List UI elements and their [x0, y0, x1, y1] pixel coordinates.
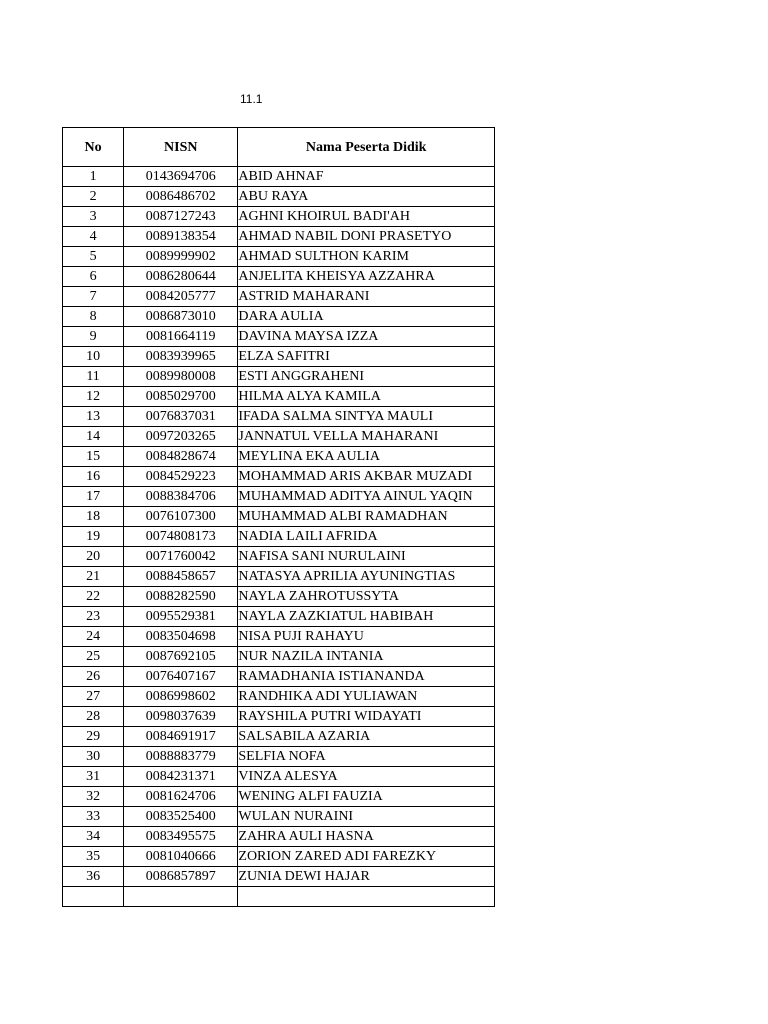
table-row: [63, 407, 495, 427]
nisn-cell: 0086857897: [124, 867, 238, 887]
table-row: [63, 667, 495, 687]
student-name-cell: WENING ALFI FAUZIA: [238, 787, 495, 807]
row-number-cell: 19: [63, 527, 124, 547]
student-name-cell: ZAHRA AULI HASNA: [238, 827, 495, 847]
student-name-cell: ASTRID MAHARANI: [238, 287, 495, 307]
row-number-cell: 35: [63, 847, 124, 867]
table-row: [63, 607, 495, 627]
nisn-cell: 0087127243: [124, 207, 238, 227]
table-row: [63, 707, 495, 727]
table-row: [63, 527, 495, 547]
header-nisn: NISN: [124, 128, 238, 167]
row-number-cell: 28: [63, 707, 124, 727]
nisn-cell: 0088883779: [124, 747, 238, 767]
student-name-cell: MEYLINA EKA AULIA: [238, 447, 495, 467]
nisn-cell: 0089980008: [124, 367, 238, 387]
row-number-cell: 25: [63, 647, 124, 667]
nisn-cell: 0086486702: [124, 187, 238, 207]
student-name-cell: WULAN NURAINI: [238, 807, 495, 827]
nisn-cell: 0083939965: [124, 347, 238, 367]
student-name-cell: MUHAMMAD ADITYA AINUL YAQIN: [238, 487, 495, 507]
nisn-cell: 0076837031: [124, 407, 238, 427]
table-row: [63, 227, 495, 247]
student-name-cell: DAVINA MAYSA IZZA: [238, 327, 495, 347]
nisn-cell: 0083525400: [124, 807, 238, 827]
table-row: [63, 487, 495, 507]
table-row: [63, 287, 495, 307]
nisn-cell: 0089999902: [124, 247, 238, 267]
row-number-cell: 5: [63, 247, 124, 267]
student-name-cell: SELFIA NOFA: [238, 747, 495, 767]
row-number-cell: 16: [63, 467, 124, 487]
student-name-cell: AGHNI KHOIRUL BADI'AH: [238, 207, 495, 227]
student-name-cell: ESTI ANGGRAHENI: [238, 367, 495, 387]
table-row: [63, 627, 495, 647]
row-number-cell: 29: [63, 727, 124, 747]
table-row: [63, 467, 495, 487]
table-row: [63, 747, 495, 767]
nisn-cell: 0084231371: [124, 767, 238, 787]
row-number-cell: 31: [63, 767, 124, 787]
student-name-cell: [238, 887, 495, 907]
nisn-cell: 0081040666: [124, 847, 238, 867]
nisn-cell: 0071760042: [124, 547, 238, 567]
table-row: [63, 327, 495, 347]
table-row: [63, 687, 495, 707]
table-row: [63, 647, 495, 667]
table-row: [63, 507, 495, 527]
nisn-cell: 0076407167: [124, 667, 238, 687]
row-number-cell: [63, 887, 124, 907]
table-row: [63, 587, 495, 607]
student-name-cell: NUR NAZILA INTANIA: [238, 647, 495, 667]
table-row: [63, 547, 495, 567]
table-row: [63, 427, 495, 447]
nisn-cell: 0081624706: [124, 787, 238, 807]
table-row: [63, 827, 495, 847]
row-number-cell: 14: [63, 427, 124, 447]
nisn-cell: 0084529223: [124, 467, 238, 487]
student-name-cell: NADIA LAILI AFRIDA: [238, 527, 495, 547]
student-name-cell: DARA AULIA: [238, 307, 495, 327]
row-number-cell: 24: [63, 627, 124, 647]
student-name-cell: RANDHIKA ADI YULIAWAN: [238, 687, 495, 707]
nisn-cell: 0084205777: [124, 287, 238, 307]
nisn-cell: 0088458657: [124, 567, 238, 587]
student-name-cell: NATASYA APRILIA AYUNINGTIAS: [238, 567, 495, 587]
table-row: [63, 447, 495, 467]
nisn-cell: 0074808173: [124, 527, 238, 547]
table-row: [63, 887, 495, 907]
nisn-cell: 0095529381: [124, 607, 238, 627]
student-name-cell: MOHAMMAD ARIS AKBAR MUZADI: [238, 467, 495, 487]
row-number-cell: 6: [63, 267, 124, 287]
table-row: [63, 187, 495, 207]
nisn-cell: 0089138354: [124, 227, 238, 247]
nisn-cell: [124, 887, 238, 907]
table-row: [63, 347, 495, 367]
student-name-cell: ELZA SAFITRI: [238, 347, 495, 367]
table-row: [63, 787, 495, 807]
student-name-cell: RAYSHILA PUTRI WIDAYATI: [238, 707, 495, 727]
table-row: [63, 847, 495, 867]
table-row: [63, 247, 495, 267]
row-number-cell: 8: [63, 307, 124, 327]
table-row: [63, 387, 495, 407]
nisn-cell: 0098037639: [124, 707, 238, 727]
row-number-cell: 30: [63, 747, 124, 767]
row-number-cell: 27: [63, 687, 124, 707]
student-name-cell: AHMAD SULTHON KARIM: [238, 247, 495, 267]
student-name-cell: NISA PUJI RAHAYU: [238, 627, 495, 647]
student-name-cell: HILMA ALYA KAMILA: [238, 387, 495, 407]
nisn-cell: 0084828674: [124, 447, 238, 467]
student-name-cell: SALSABILA AZARIA: [238, 727, 495, 747]
nisn-cell: 0084691917: [124, 727, 238, 747]
table-row: [63, 367, 495, 387]
student-name-cell: NAYLA ZAZKIATUL HABIBAH: [238, 607, 495, 627]
row-number-cell: 11: [63, 367, 124, 387]
row-number-cell: 13: [63, 407, 124, 427]
nisn-cell: 0085029700: [124, 387, 238, 407]
nisn-cell: 0087692105: [124, 647, 238, 667]
student-name-cell: NAFISA SANI NURULAINI: [238, 547, 495, 567]
row-number-cell: 1: [63, 167, 124, 187]
row-number-cell: 22: [63, 587, 124, 607]
nisn-cell: 0088384706: [124, 487, 238, 507]
sheet-label: 11.1: [240, 92, 263, 106]
row-number-cell: 4: [63, 227, 124, 247]
student-name-cell: IFADA SALMA SINTYA MAULI: [238, 407, 495, 427]
row-number-cell: 3: [63, 207, 124, 227]
nisn-cell: 0086873010: [124, 307, 238, 327]
row-number-cell: 12: [63, 387, 124, 407]
student-name-cell: ZORION ZARED ADI FAREZKY: [238, 847, 495, 867]
table-row: [63, 867, 495, 887]
row-number-cell: 15: [63, 447, 124, 467]
student-name-cell: AHMAD NABIL DONI PRASETYO: [238, 227, 495, 247]
table-row: [63, 767, 495, 787]
student-roster-table: [62, 127, 495, 907]
student-name-cell: RAMADHANIA ISTIANANDA: [238, 667, 495, 687]
row-number-cell: 17: [63, 487, 124, 507]
nisn-cell: 0086280644: [124, 267, 238, 287]
table-row: [63, 567, 495, 587]
row-number-cell: 10: [63, 347, 124, 367]
nisn-cell: 0081664119: [124, 327, 238, 347]
student-name-cell: MUHAMMAD ALBI RAMADHAN: [238, 507, 495, 527]
row-number-cell: 36: [63, 867, 124, 887]
row-number-cell: 18: [63, 507, 124, 527]
table-row: [63, 167, 495, 187]
row-number-cell: 34: [63, 827, 124, 847]
table-row: [63, 307, 495, 327]
table-header-row: [63, 128, 495, 167]
student-name-cell: ABID AHNAF: [238, 167, 495, 187]
row-number-cell: 23: [63, 607, 124, 627]
student-name-cell: ANJELITA KHEISYA AZZAHRA: [238, 267, 495, 287]
header-name: Nama Peserta Didik: [238, 128, 495, 167]
nisn-cell: 0097203265: [124, 427, 238, 447]
nisn-cell: 0076107300: [124, 507, 238, 527]
table-row: [63, 267, 495, 287]
row-number-cell: 32: [63, 787, 124, 807]
row-number-cell: 20: [63, 547, 124, 567]
row-number-cell: 9: [63, 327, 124, 347]
table-body: [63, 167, 495, 907]
nisn-cell: 0143694706: [124, 167, 238, 187]
nisn-cell: 0086998602: [124, 687, 238, 707]
nisn-cell: 0088282590: [124, 587, 238, 607]
student-name-cell: ABU RAYA: [238, 187, 495, 207]
student-name-cell: VINZA ALESYA: [238, 767, 495, 787]
table-row: [63, 727, 495, 747]
nisn-cell: 0083504698: [124, 627, 238, 647]
row-number-cell: 2: [63, 187, 124, 207]
student-name-cell: NAYLA ZAHROTUSSYTA: [238, 587, 495, 607]
student-name-cell: ZUNIA DEWI HAJAR: [238, 867, 495, 887]
row-number-cell: 33: [63, 807, 124, 827]
header-no: No: [63, 128, 124, 167]
table-row: [63, 807, 495, 827]
row-number-cell: 7: [63, 287, 124, 307]
table-row: [63, 207, 495, 227]
student-name-cell: JANNATUL VELLA MAHARANI: [238, 427, 495, 447]
nisn-cell: 0083495575: [124, 827, 238, 847]
row-number-cell: 26: [63, 667, 124, 687]
row-number-cell: 21: [63, 567, 124, 587]
